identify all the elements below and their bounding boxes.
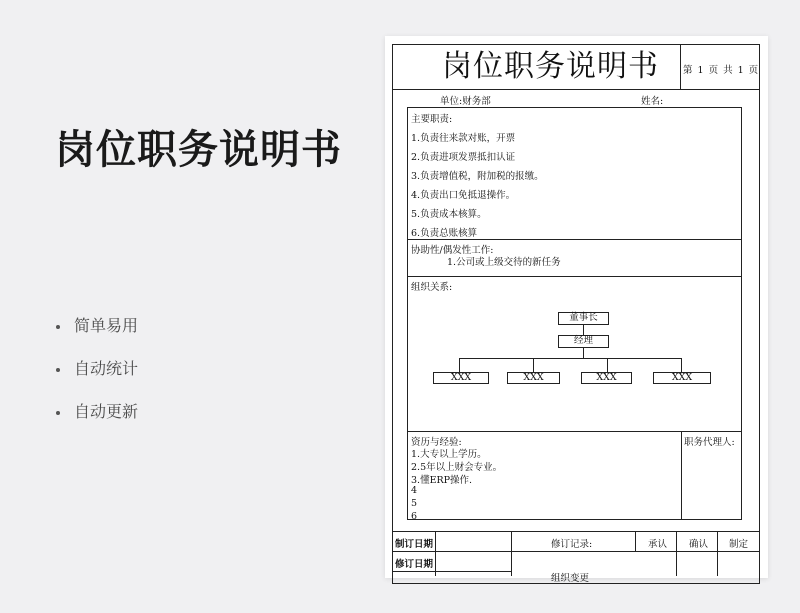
revise-date-label: 修订日期: [395, 559, 434, 570]
org-node-chairman: 董事长: [558, 312, 609, 325]
assist-item: 1.公司或上级交待的新任务: [447, 257, 561, 268]
duty-item: 2.负责进项发票抵扣认证: [411, 152, 516, 163]
page-info: 第 1 页 共 1 页: [683, 65, 759, 76]
promo-title: 岗位职务说明书: [55, 127, 342, 173]
feature-label: 自动更新: [74, 402, 139, 421]
duty-item: 3.负责增值税，附加税的报缴。: [411, 171, 544, 182]
bullet-icon: [56, 411, 60, 415]
qualifications-heading: 资历与经验:: [411, 437, 462, 448]
deputy-label: 职务代理人:: [684, 437, 735, 448]
made-date-label: 制订日期: [395, 539, 434, 550]
duty-item: 6.负责总账核算: [411, 228, 478, 239]
org-heading: 组织关系:: [411, 282, 453, 293]
qualification-item: 2.5年以上财会专业。: [411, 462, 503, 473]
name-label: 姓名:: [641, 96, 664, 107]
feature-list: [52, 312, 138, 441]
partial-row-text: 组织变更: [551, 573, 590, 584]
feature-item: [52, 355, 138, 398]
revision-record-label: 修订记录:: [551, 539, 593, 550]
qualification-item: 3.懂ERP操作.: [411, 475, 473, 486]
approve-label: 承认: [648, 539, 668, 550]
org-node-sub: XXX: [507, 372, 560, 384]
duty-item: 1.负责往来款对账，开票: [411, 133, 516, 144]
bullet-icon: [56, 325, 60, 329]
qualification-item: 5: [411, 498, 418, 509]
org-node-sub: XXX: [433, 372, 489, 384]
qualification-item: 4: [411, 485, 418, 496]
document-sheet: [385, 36, 768, 584]
duty-item: 4.负责出口免抵退操作。: [411, 190, 516, 201]
qualification-item: 1.大专以上学历。: [411, 449, 487, 460]
feature-item: [52, 312, 138, 355]
qualification-item: 6: [411, 511, 418, 522]
feature-label: 自动统计: [74, 359, 139, 378]
draft-label: 制定: [729, 539, 749, 550]
bullet-icon: [56, 368, 60, 372]
feature-label: 简单易用: [74, 316, 139, 335]
unit-label: 单位:财务部: [440, 96, 491, 107]
org-node-sub: XXX: [581, 372, 632, 384]
org-node-manager: 经理: [558, 335, 609, 348]
duty-item: 5.负责成本核算。: [411, 209, 487, 220]
main-duties-heading: 主要职责:: [411, 114, 453, 125]
document-title: 岗位职务说明书: [442, 49, 659, 84]
confirm-label: 确认: [689, 539, 709, 550]
feature-item: [52, 398, 138, 441]
assist-heading: 协助性/偶发性工作:: [411, 245, 494, 256]
org-node-sub: XXX: [653, 372, 711, 384]
